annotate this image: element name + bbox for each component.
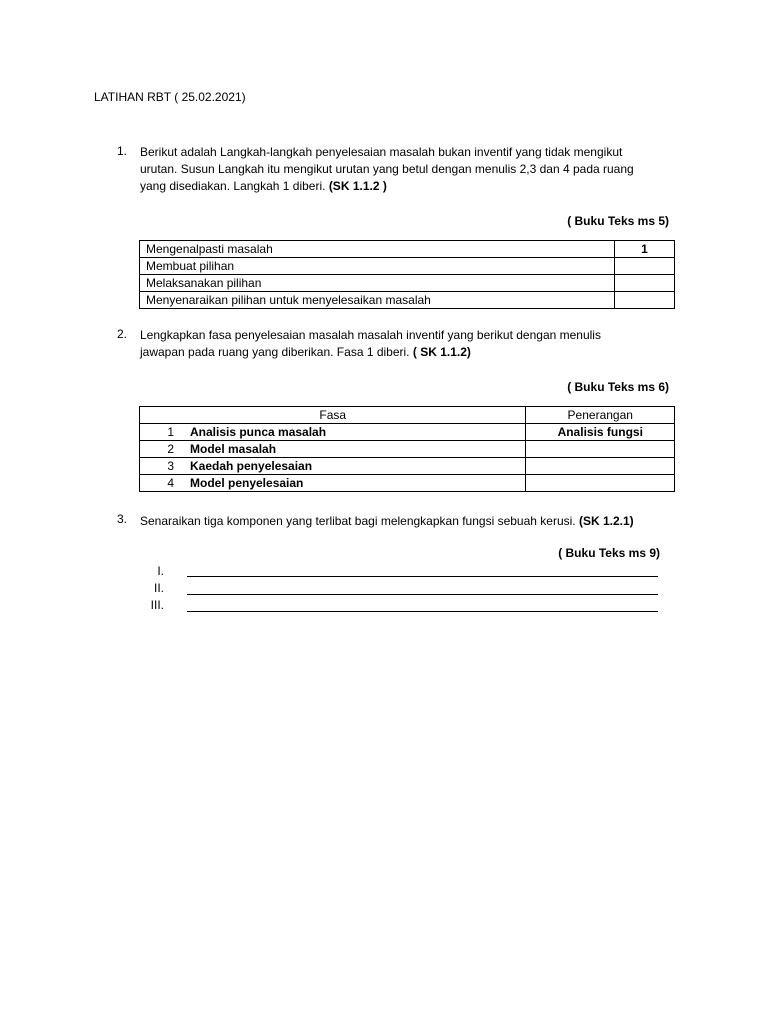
step-cell: Mengenalpasti masalah — [140, 241, 615, 258]
question-2-sk-code: ( SK 1.1.2) — [412, 345, 471, 359]
question-1-text — [140, 144, 674, 195]
question-1-sk-code: (SK 1.1.2 ) — [328, 179, 387, 193]
question-2-number: 2. — [117, 327, 128, 341]
table-row — [140, 424, 675, 441]
table-row — [140, 241, 675, 258]
answer-line-2[interactable] — [187, 594, 658, 595]
question-2-line-1: Lengkapkan fasa penyelesaian masalah masalah inventif yang berikut dengan menulis — [140, 328, 601, 342]
step-cell: Membuat pilihan — [140, 258, 615, 275]
answer-label-3: III. — [150, 598, 164, 612]
table-row — [140, 458, 675, 475]
question-3-text — [140, 513, 674, 530]
phase-number: 2 — [140, 441, 185, 458]
answer-cell[interactable] — [615, 258, 675, 275]
question-1-reference: ( Buku Teks ms 5) — [567, 214, 669, 228]
question-1-table — [139, 240, 675, 309]
answer-cell[interactable] — [615, 275, 675, 292]
phase-name: Model masalah — [184, 441, 526, 458]
phase-description[interactable] — [526, 475, 675, 492]
phase-number: 4 — [140, 475, 185, 492]
answer-cell[interactable] — [615, 292, 675, 309]
question-1-line-2: urutan. Susun Langkah itu mengikut urutan yang betul dengan menulis 2,3 dan 4 pada ruang — [140, 162, 634, 176]
question-1-line-1: Berikut adalah Langkah-langkah penyelesaian masalah bukan inventif yang tidak mengikut — [140, 145, 623, 159]
phase-name: Kaedah penyelesaian — [184, 458, 526, 475]
phase-description[interactable] — [526, 458, 675, 475]
answer-line-1[interactable] — [187, 576, 658, 577]
question-3-line: Senaraikan tiga komponen yang terlibat bagi melengkapkan fungsi sebuah kerusi. — [140, 514, 576, 528]
question-1-number: 1. — [117, 144, 128, 158]
worksheet-title: LATIHAN RBT ( 25.02.2021) — [94, 90, 246, 104]
step-cell: Menyenaraikan pilihan untuk menyelesaikan masalah — [140, 292, 615, 309]
table-header-row — [140, 407, 675, 424]
step-cell: Melaksanakan pilihan — [140, 275, 615, 292]
question-3-number: 3. — [117, 512, 128, 526]
table-row — [140, 275, 675, 292]
question-2-reference: ( Buku Teks ms 6) — [567, 380, 669, 394]
phase-number: 3 — [140, 458, 185, 475]
answer-line-3[interactable] — [187, 611, 658, 612]
answer-cell[interactable]: 1 — [615, 241, 675, 258]
answer-label-2: II. — [153, 581, 164, 595]
question-1-line-3-text: yang disediakan. Langkah 1 diberi. — [140, 179, 329, 193]
phase-description[interactable]: Analisis fungsi — [526, 424, 675, 441]
question-2-text — [140, 327, 674, 361]
phase-name: Model penyelesaian — [184, 475, 526, 492]
question-2-line-2-text: jawapan pada ruang yang diberikan. Fasa 1 diberi. — [140, 345, 413, 359]
table-row — [140, 441, 675, 458]
table-row — [140, 475, 675, 492]
penerangan-header: Penerangan — [526, 407, 675, 424]
fasa-header: Fasa — [140, 407, 526, 424]
phase-number: 1 — [140, 424, 185, 441]
question-3-sk-code: (SK 1.2.1) — [578, 514, 634, 528]
table-row — [140, 258, 675, 275]
question-2-line-2 — [140, 344, 674, 361]
question-1-line-3 — [140, 178, 674, 195]
phase-description[interactable] — [526, 441, 675, 458]
answer-label-1: I. — [157, 564, 164, 578]
phase-name: Analisis punca masalah — [184, 424, 526, 441]
table-row — [140, 292, 675, 309]
question-3-reference: ( Buku Teks ms 9) — [558, 546, 660, 560]
question-2-table — [139, 406, 675, 492]
